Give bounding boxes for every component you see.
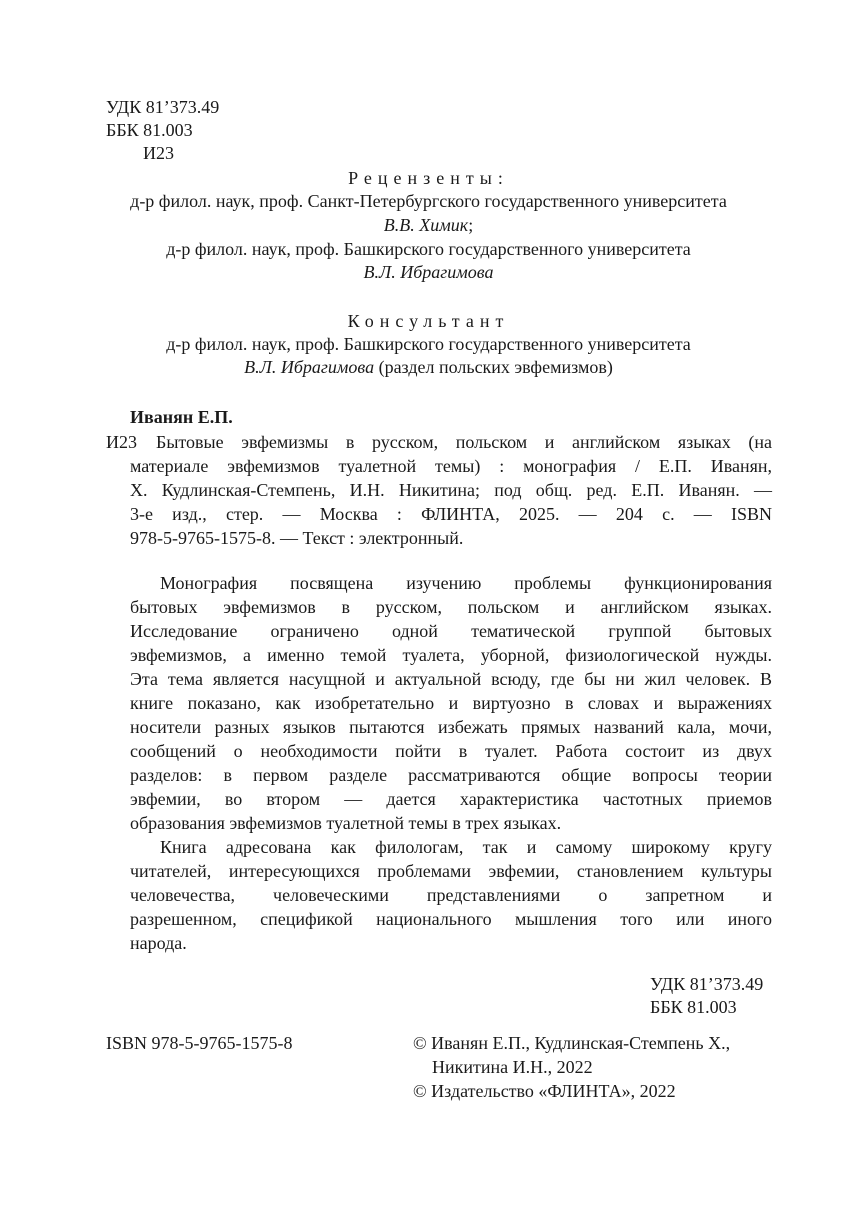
abstract-line: Монография посвящена изучению проблемы функционирования (160, 573, 772, 593)
footer-bbk-code: ББК 81.003 (650, 997, 737, 1017)
udk-code: УДК 81’373.49 (106, 97, 220, 117)
abstract-line: разрешенном, спецификой национального мышления того или иного (130, 909, 772, 929)
abstract-line: Эта тема является насущной и актуальной всюду, где бы ни жил человек. В (130, 669, 772, 689)
consultant-name: В.Л. Ибрагимова (244, 357, 375, 377)
copyright-publisher: © Издательство «ФЛИНТА», 2022 (413, 1081, 676, 1101)
abstract-line: Исследование ограничено одной тематической группой бытовых (130, 621, 772, 641)
abstract-line: эвфемизмов, а именно темой туалета, уборной, физиологической нужды. (130, 645, 772, 665)
consultant-heading: Консультант (347, 311, 510, 331)
reviewer-2-name: В.Л. Ибрагимова (363, 262, 494, 282)
bib-line: Х. Кудлинская-Стемпень, И.Н. Никитина; под общ. ред. Е.П. Иванян. — (130, 480, 772, 500)
bib-line: материале эвфемизмов туалетной темы) : монография / Е.П. Иванян, (130, 456, 772, 476)
bib-line: Бытовые эвфемизмы в русском, польском и английском языках (на (156, 432, 772, 452)
abstract-line: образования эвфемизмов туалетной темы в трех языках. (130, 813, 562, 833)
bib-author: Иванян Е.П. (130, 407, 233, 427)
abstract-line: книге показано, как изобретательно и виртуозно в словах и выражениях (130, 693, 772, 713)
isbn: ISBN 978-5-9765-1575-8 (106, 1033, 293, 1053)
reviewer-2-affiliation: д-р филол. наук, проф. Башкирского государственного университета (166, 239, 691, 259)
consultant (0, 356, 857, 379)
abstract-line: эвфемии, во втором — дается характеристика частотных приемов (130, 789, 772, 809)
abstract-line: бытовых эвфемизмов в русском, польском и английском языках. (130, 597, 772, 617)
consultant-note: (раздел польских эвфемизмов) (374, 357, 613, 377)
copyright-authors-cont: Никитина И.Н., 2022 (432, 1057, 593, 1077)
copyright-authors: © Иванян Е.П., Кудлинская-Стемпень Х., (413, 1033, 731, 1053)
author-mark: И23 (143, 143, 174, 163)
reviewer-1 (0, 214, 857, 237)
abstract-line: человечества, человеческими представлениями о запретном и (130, 885, 772, 905)
reviewer-1-separator: ; (468, 215, 474, 235)
reviewer-1-name: В.В. Химик (383, 215, 469, 235)
reviewers-heading: Рецензенты: (348, 168, 509, 188)
abstract-line: носители разных языков пытаются избежать прямых названий кала, мочи, (130, 717, 772, 737)
abstract-line: сообщений о необходимости пойти в туалет. Работа состоит из двух (130, 741, 772, 761)
reviewer-1-affiliation: д-р филол. наук, проф. Санкт-Петербургского государственного университета (130, 191, 727, 211)
abstract-line: Книга адресована как филологам, так и самому широкому кругу (160, 837, 772, 857)
consultant-affiliation: д-р филол. наук, проф. Башкирского государственного университета (166, 334, 691, 354)
footer-udk-code: УДК 81’373.49 (650, 974, 764, 994)
abstract-line: читателей, интересующихся проблемами эвфемии, становлением культуры (130, 861, 772, 881)
bib-line: 3-е изд., стер. — Москва : ФЛИНТА, 2025. — 204 с. — ISBN (130, 504, 772, 524)
bbk-code: ББК 81.003 (106, 120, 193, 140)
bib-line: 978-5-9765-1575-8. — Текст : электронный. (130, 528, 464, 548)
abstract-line: народа. (130, 933, 187, 953)
bib-mark: И23 (106, 432, 137, 452)
abstract-line: разделов: в первом разделе рассматриваются общие вопросы теории (130, 765, 772, 785)
